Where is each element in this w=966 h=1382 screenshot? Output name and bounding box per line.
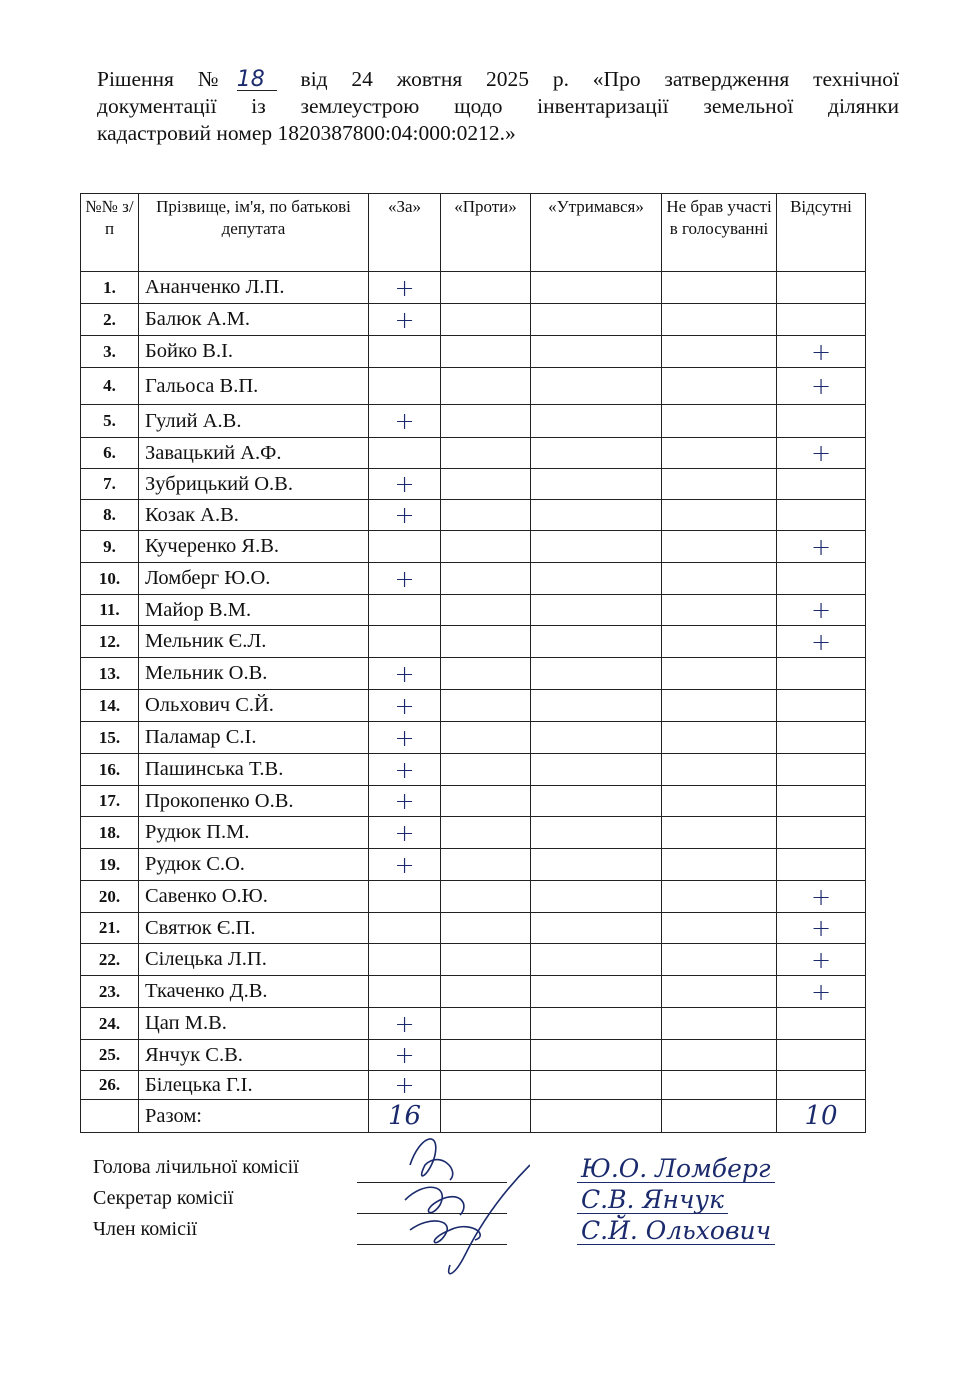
vote-proty: [441, 690, 531, 722]
row-number: 8.: [81, 500, 139, 531]
row-number: 26.: [81, 1071, 139, 1100]
table-header-row: [81, 194, 866, 272]
header-line-1: [97, 66, 899, 93]
vote-utrym: [531, 500, 662, 531]
vote-utrym: [531, 304, 662, 336]
row-number: 16.: [81, 754, 139, 786]
vote-proty: [441, 595, 531, 626]
vote-utrym: [531, 438, 662, 469]
vote-vidsutni: [777, 849, 866, 881]
vote-za: +: [369, 658, 441, 690]
vote-proty: [441, 1040, 531, 1071]
row-number: 14.: [81, 690, 139, 722]
deputy-name: Сілецька Л.П.: [139, 944, 369, 976]
vote-vidsutni: [777, 690, 866, 722]
vote-vidsutni: [777, 658, 866, 690]
table-row: [81, 595, 866, 626]
vote-proty: [441, 438, 531, 469]
vote-utrym: [531, 595, 662, 626]
table-row: [81, 976, 866, 1008]
vote-utrym: [531, 658, 662, 690]
vote-ne-brav: [662, 595, 777, 626]
vote-vidsutni: [777, 754, 866, 786]
vote-za: [369, 976, 441, 1008]
vote-proty: [441, 754, 531, 786]
vote-proty: [441, 272, 531, 304]
vote-proty: [441, 405, 531, 438]
deputy-name: Прокопенко О.В.: [139, 786, 369, 817]
deputy-name: Кучеренко Я.В.: [139, 531, 369, 563]
vote-ne-brav: [662, 405, 777, 438]
vote-ne-brav: [662, 500, 777, 531]
vote-utrym: [531, 1040, 662, 1071]
table-row: [81, 368, 866, 405]
vote-utrym: [531, 272, 662, 304]
table-row: [81, 722, 866, 754]
table-row: [81, 913, 866, 944]
vote-ne-brav: [662, 913, 777, 944]
total-vidsutni: 10: [777, 1100, 866, 1133]
vote-utrym: [531, 817, 662, 849]
deputy-name: Савенко О.Ю.: [139, 881, 369, 913]
table-row: [81, 1008, 866, 1040]
vote-proty: [441, 563, 531, 595]
vote-proty: [441, 304, 531, 336]
vote-ne-brav: [662, 944, 777, 976]
vote-vidsutni: [777, 1008, 866, 1040]
vote-za: [369, 368, 441, 405]
vote-za: +: [369, 469, 441, 500]
vote-ne-brav: [662, 336, 777, 368]
deputy-name: Ткаченко Д.В.: [139, 976, 369, 1008]
row-number: 19.: [81, 849, 139, 881]
total-utrym: [531, 1100, 662, 1133]
vote-vidsutni: +: [777, 881, 866, 913]
deputy-name: Пашинська Т.В.: [139, 754, 369, 786]
table-row: [81, 563, 866, 595]
deputy-name: Зубрицький О.В.: [139, 469, 369, 500]
vote-ne-brav: [662, 469, 777, 500]
vote-vidsutni: +: [777, 976, 866, 1008]
deputy-name: Рудюк С.О.: [139, 849, 369, 881]
vote-utrym: [531, 913, 662, 944]
deputy-name: Святюк Є.П.: [139, 913, 369, 944]
vote-za: [369, 438, 441, 469]
vote-vidsutni: +: [777, 913, 866, 944]
total-za: 16: [369, 1100, 441, 1133]
table-row: [81, 469, 866, 500]
vote-proty: [441, 368, 531, 405]
vote-za: [369, 944, 441, 976]
vote-ne-brav: [662, 304, 777, 336]
deputy-name: Майор В.М.: [139, 595, 369, 626]
deputy-name: Гальоса В.П.: [139, 368, 369, 405]
col-header-ne-brav: Не брав участі в голосуванні: [662, 194, 777, 272]
vote-vidsutni: [777, 272, 866, 304]
row-number: 7.: [81, 469, 139, 500]
vote-za: +: [369, 754, 441, 786]
total-num-cell: [81, 1100, 139, 1133]
table-row: [81, 405, 866, 438]
row-number: 1.: [81, 272, 139, 304]
deputy-name: Рудюк П.М.: [139, 817, 369, 849]
table-row: [81, 849, 866, 881]
row-number: 24.: [81, 1008, 139, 1040]
signature-role: Секретар комісії: [93, 1187, 234, 1209]
header-line-1-rest: від 24 жовтня 2025 р. «Про затвердження технічної: [300, 67, 900, 91]
decision-number: 18: [237, 70, 277, 91]
vote-za: +: [369, 1071, 441, 1100]
vote-utrym: [531, 336, 662, 368]
vote-za: +: [369, 405, 441, 438]
vote-za: +: [369, 563, 441, 595]
signature-role: Член комісії: [93, 1218, 198, 1240]
row-number: 25.: [81, 1040, 139, 1071]
row-number: 6.: [81, 438, 139, 469]
vote-za: [369, 531, 441, 563]
row-number: 5.: [81, 405, 139, 438]
col-header-name: Прізвище, ім'я, по батькові депутата: [139, 194, 369, 272]
table-row: [81, 817, 866, 849]
header-line-3: кадастровий номер 1820387800:04:000:0212.»: [97, 121, 516, 145]
deputy-name: Мельник О.В.: [139, 658, 369, 690]
table-row: [81, 690, 866, 722]
vote-vidsutni: [777, 1071, 866, 1100]
row-number: 2.: [81, 304, 139, 336]
row-number: 20.: [81, 881, 139, 913]
vote-vidsutni: [777, 304, 866, 336]
deputy-name: Паламар С.І.: [139, 722, 369, 754]
col-header-utrym: «Утримався»: [531, 194, 662, 272]
row-number: 15.: [81, 722, 139, 754]
vote-vidsutni: +: [777, 368, 866, 405]
vote-za: +: [369, 817, 441, 849]
vote-ne-brav: [662, 881, 777, 913]
vote-za: +: [369, 786, 441, 817]
row-number: 13.: [81, 658, 139, 690]
signature-name: С.Й. Ольхович: [577, 1218, 775, 1245]
header-line-2: документації із землеустрою щодо інвентаризації земельної ділянки: [97, 94, 899, 118]
vote-utrym: [531, 722, 662, 754]
deputy-name: Ломберг Ю.О.: [139, 563, 369, 595]
vote-za: [369, 881, 441, 913]
deputy-name: Мельник Є.Л.: [139, 626, 369, 658]
table-row: [81, 658, 866, 690]
deputy-name: Козак А.В.: [139, 500, 369, 531]
vote-vidsutni: +: [777, 531, 866, 563]
signature-name: Ю.О. Ломберг: [577, 1156, 775, 1183]
vote-vidsutni: [777, 1040, 866, 1071]
table-body: [81, 272, 866, 1100]
vote-proty: [441, 531, 531, 563]
table-row: [81, 786, 866, 817]
row-number: 11.: [81, 595, 139, 626]
deputy-name: Цап М.В.: [139, 1008, 369, 1040]
deputy-name: Білецька Г.І.: [139, 1071, 369, 1100]
vote-za: +: [369, 500, 441, 531]
vote-utrym: [531, 944, 662, 976]
vote-utrym: [531, 881, 662, 913]
vote-za: [369, 913, 441, 944]
total-ne-brav: [662, 1100, 777, 1133]
vote-utrym: [531, 786, 662, 817]
vote-ne-brav: [662, 658, 777, 690]
vote-ne-brav: [662, 817, 777, 849]
vote-za: +: [369, 849, 441, 881]
vote-utrym: [531, 1071, 662, 1100]
vote-utrym: [531, 754, 662, 786]
signature-role: Голова лічильної комісії: [93, 1156, 299, 1178]
vote-proty: [441, 658, 531, 690]
vote-vidsutni: [777, 817, 866, 849]
vote-za: [369, 336, 441, 368]
vote-ne-brav: [662, 438, 777, 469]
col-header-proty: «Проти»: [441, 194, 531, 272]
vote-utrym: [531, 690, 662, 722]
vote-proty: [441, 881, 531, 913]
table-row: [81, 1040, 866, 1071]
row-number: 3.: [81, 336, 139, 368]
table-row: [81, 626, 866, 658]
vote-proty: [441, 1008, 531, 1040]
vote-vidsutni: +: [777, 595, 866, 626]
vote-vidsutni: [777, 500, 866, 531]
handwritten-signatures: [380, 1125, 530, 1285]
vote-ne-brav: [662, 531, 777, 563]
vote-vidsutni: [777, 469, 866, 500]
vote-ne-brav: [662, 849, 777, 881]
vote-ne-brav: [662, 1071, 777, 1100]
vote-za: +: [369, 1008, 441, 1040]
vote-za: +: [369, 690, 441, 722]
vote-proty: [441, 469, 531, 500]
document-header: [97, 66, 899, 147]
row-number: 4.: [81, 368, 139, 405]
vote-ne-brav: [662, 272, 777, 304]
vote-proty: [441, 500, 531, 531]
vote-vidsutni: [777, 563, 866, 595]
row-number: 10.: [81, 563, 139, 595]
vote-ne-brav: [662, 722, 777, 754]
table-row: [81, 881, 866, 913]
table-row: [81, 500, 866, 531]
vote-ne-brav: [662, 1040, 777, 1071]
vote-proty: [441, 626, 531, 658]
vote-proty: [441, 817, 531, 849]
vote-utrym: [531, 531, 662, 563]
total-label: Разом:: [139, 1100, 369, 1133]
vote-ne-brav: [662, 563, 777, 595]
signature-name: С.В. Янчук: [577, 1187, 728, 1214]
vote-proty: [441, 336, 531, 368]
deputy-name: Гулий А.В.: [139, 405, 369, 438]
vote-utrym: [531, 976, 662, 1008]
row-number: 23.: [81, 976, 139, 1008]
deputy-name: Ольхович С.Й.: [139, 690, 369, 722]
vote-vidsutni: +: [777, 944, 866, 976]
vote-proty: [441, 944, 531, 976]
vote-vidsutni: +: [777, 438, 866, 469]
vote-utrym: [531, 849, 662, 881]
voting-table: [80, 193, 866, 1133]
table-row: [81, 1071, 866, 1100]
col-header-za: «За»: [369, 194, 441, 272]
vote-utrym: [531, 626, 662, 658]
vote-proty: [441, 976, 531, 1008]
row-number: 22.: [81, 944, 139, 976]
vote-proty: [441, 722, 531, 754]
vote-utrym: [531, 563, 662, 595]
table-row: [81, 944, 866, 976]
col-header-vidsutni: Відсутні: [777, 194, 866, 272]
vote-za: [369, 626, 441, 658]
vote-za: +: [369, 272, 441, 304]
row-number: 17.: [81, 786, 139, 817]
col-header-num: №№ з/п: [81, 194, 139, 272]
vote-za: [369, 595, 441, 626]
vote-ne-brav: [662, 626, 777, 658]
vote-vidsutni: [777, 786, 866, 817]
vote-ne-brav: [662, 976, 777, 1008]
deputy-name: Балюк А.М.: [139, 304, 369, 336]
deputy-name: Янчук С.В.: [139, 1040, 369, 1071]
vote-proty: [441, 913, 531, 944]
vote-utrym: [531, 469, 662, 500]
vote-proty: [441, 849, 531, 881]
row-number: 21.: [81, 913, 139, 944]
vote-ne-brav: [662, 690, 777, 722]
row-number: 9.: [81, 531, 139, 563]
vote-vidsutni: +: [777, 336, 866, 368]
vote-za: +: [369, 304, 441, 336]
vote-utrym: [531, 1008, 662, 1040]
vote-vidsutni: +: [777, 626, 866, 658]
row-number: 12.: [81, 626, 139, 658]
vote-vidsutni: [777, 405, 866, 438]
table-row: [81, 272, 866, 304]
vote-proty: [441, 786, 531, 817]
vote-utrym: [531, 368, 662, 405]
vote-ne-brav: [662, 368, 777, 405]
table-row: [81, 336, 866, 368]
deputy-name: Бойко В.І.: [139, 336, 369, 368]
vote-utrym: [531, 405, 662, 438]
table-row: [81, 754, 866, 786]
vote-ne-brav: [662, 1008, 777, 1040]
deputy-name: Ананченко Л.П.: [139, 272, 369, 304]
vote-proty: [441, 1071, 531, 1100]
vote-vidsutni: [777, 722, 866, 754]
row-number: 18.: [81, 817, 139, 849]
vote-ne-brav: [662, 754, 777, 786]
vote-za: +: [369, 1040, 441, 1071]
vote-za: +: [369, 722, 441, 754]
table-row: [81, 304, 866, 336]
table-row: [81, 531, 866, 563]
deputy-name: Завацький А.Ф.: [139, 438, 369, 469]
vote-ne-brav: [662, 786, 777, 817]
table-row: [81, 438, 866, 469]
decision-prefix: Рішення №: [97, 67, 237, 91]
